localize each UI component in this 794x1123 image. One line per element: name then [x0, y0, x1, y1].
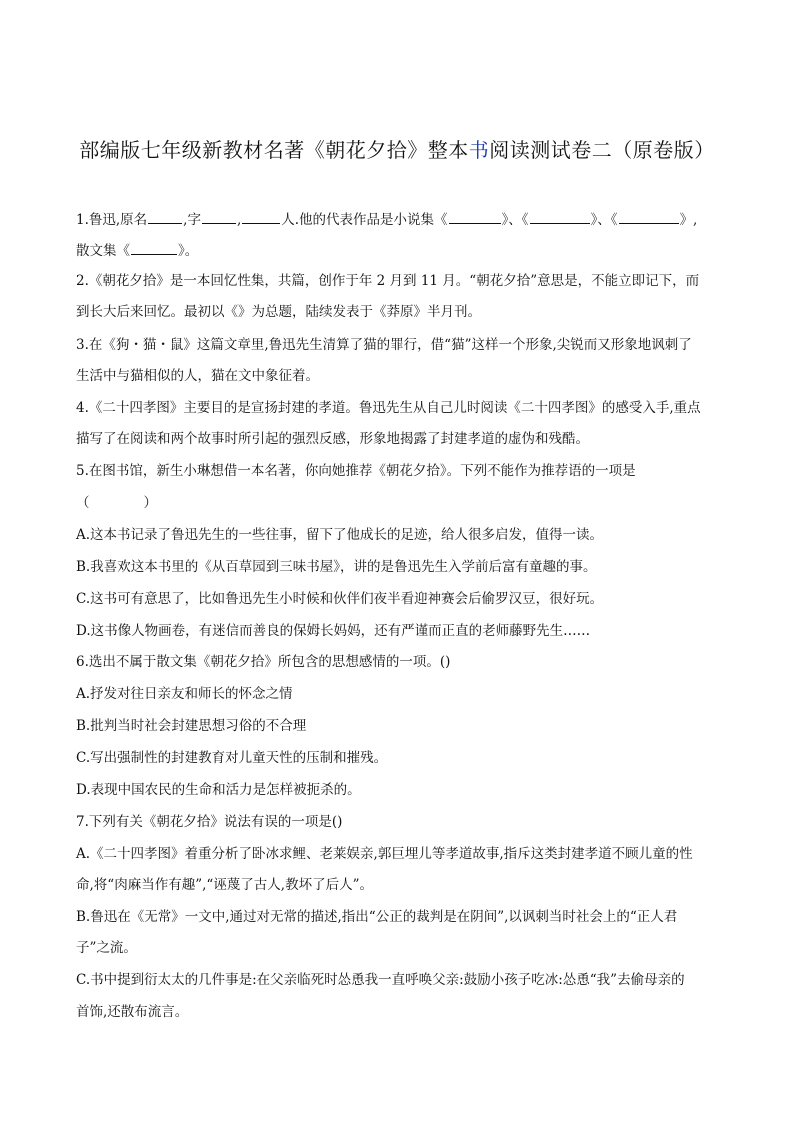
q1-text: ,字: [183, 212, 201, 228]
question-5-bracket: （ ）: [76, 495, 157, 511]
question-1: [76, 209, 736, 230]
option-a: A.抒发对往日亲友和师长的怀念之情: [76, 686, 293, 702]
option-d: D.这书像人物画卷，有迷信而善良的保姆长妈妈，还有严谨而正直的老师藤野先生……: [76, 623, 591, 639]
title-text: 部编版七年级新教材名著《朝花夕拾》整本: [79, 138, 469, 162]
answer-blank[interactable]: [619, 209, 679, 224]
question-1-cont: [76, 240, 736, 261]
q1-text: 1.鲁迅,原名: [76, 212, 148, 228]
option-d: D.表现中国农民的生命和活力是怎样被扼杀的。: [76, 782, 361, 798]
answer-blank[interactable]: [242, 209, 280, 224]
answer-blank[interactable]: [202, 209, 236, 224]
option-a: A.《二十四孝图》着重分析了卧冰求鲤、老莱娱亲,郭巨埋儿等孝道故事,指斥这类封建孝道不顾儿童的性: [76, 846, 693, 862]
option-b: B.批判当时社会封建思想习俗的不合理: [76, 718, 307, 734]
question-6: 6.选出不属于散文集《朝花夕拾》所包含的思想感情的一项。(): [76, 654, 451, 670]
question-2-cont: 到长大后来回忆。最初以《》为总题，陆续发表于《莽原》半月刊。: [76, 304, 481, 320]
q1-text: 》,: [679, 212, 698, 228]
option-c: C.书中提到衍太太的几件事是:在父亲临死时怂恿我一直呼唤父亲:鼓励小孩子吃冰:怂恿“我”去偷母亲的: [76, 972, 685, 988]
option-b: B.我喜欢这本书里的《从百草园到三味书屋》，讲的是鲁迅先生入学前后富有童趣的事。: [76, 559, 597, 575]
title-highlight: 书: [468, 138, 490, 162]
option-a-cont: 命,将“肉麻当作有趣”,“诬蔑了古人,教坏了后人”。: [76, 877, 373, 893]
answer-blank[interactable]: [449, 209, 501, 224]
option-c: C.写出强制性的封建教育对儿童天性的压制和摧残。: [76, 750, 388, 766]
question-4: 4.《二十四孝图》主要目的是宣扬封建的孝道。鲁迅先生从自己儿时阅读《二十四孝图》的感受入手,重点: [76, 400, 701, 416]
option-b-cont: 子”之流。: [76, 940, 137, 956]
question-3: 3.在《狗・猫・鼠》这篇文章里,鲁迅先生清算了猫的罪行，借“猫”这样一个形象,尖锐而又形象地讽刺了: [76, 337, 692, 353]
option-c-cont: 首饰,还散布流言。: [76, 1004, 189, 1020]
question-4-cont: 描写了在阅读和两个故事时所引起的强烈反感，形象地揭露了封建孝道的虚伪和残酷。: [76, 431, 589, 447]
answer-blank[interactable]: [530, 209, 590, 224]
q1-text: 人.他的代表作品是小说集《: [281, 212, 448, 228]
q1-text: 》、《: [590, 212, 618, 228]
q1-text: 》。: [178, 243, 199, 259]
title-text-end: 阅读测试卷二（原卷版）: [489, 138, 715, 162]
q1-text: ,: [236, 212, 242, 228]
option-b: B.鲁迅在《无常》一文中,通过对无常的描述,指出“公正的裁判是在阴间”,以讽刺当时社会上的“正人君: [76, 909, 678, 925]
option-c: C.这书可有意思了，比如鲁迅先生小时候和伙伴们夜半看迎神赛会后偷罗汉豆，很好玩。: [76, 591, 604, 607]
answer-blank[interactable]: [131, 240, 177, 255]
question-3-cont: 生活中与猫相似的人，猫在文中象征着。: [76, 368, 319, 384]
q1-text: 散文集《: [76, 243, 130, 259]
question-5: 5.在图书馆，新生小琳想借一本名著，你向她推荐《朝花夕拾》。下列不能作为推荐语的一项是: [76, 463, 636, 479]
question-7: 7.下列有关《朝花夕拾》说法有误的一项是(): [76, 814, 343, 830]
answer-blank[interactable]: [148, 209, 182, 224]
page-title: [0, 134, 794, 163]
question-2: 2.《朝花夕拾》是一本回忆性集，共篇，创作于年 2 月到 11 月。“朝花夕拾”意思是，不能立即记下，而: [76, 273, 700, 289]
option-a: A.这本书记录了鲁迅先生的一些往事，留下了他成长的足迹，给人很多启发，值得一读。: [76, 527, 604, 543]
q1-text: 》、《: [501, 212, 529, 228]
